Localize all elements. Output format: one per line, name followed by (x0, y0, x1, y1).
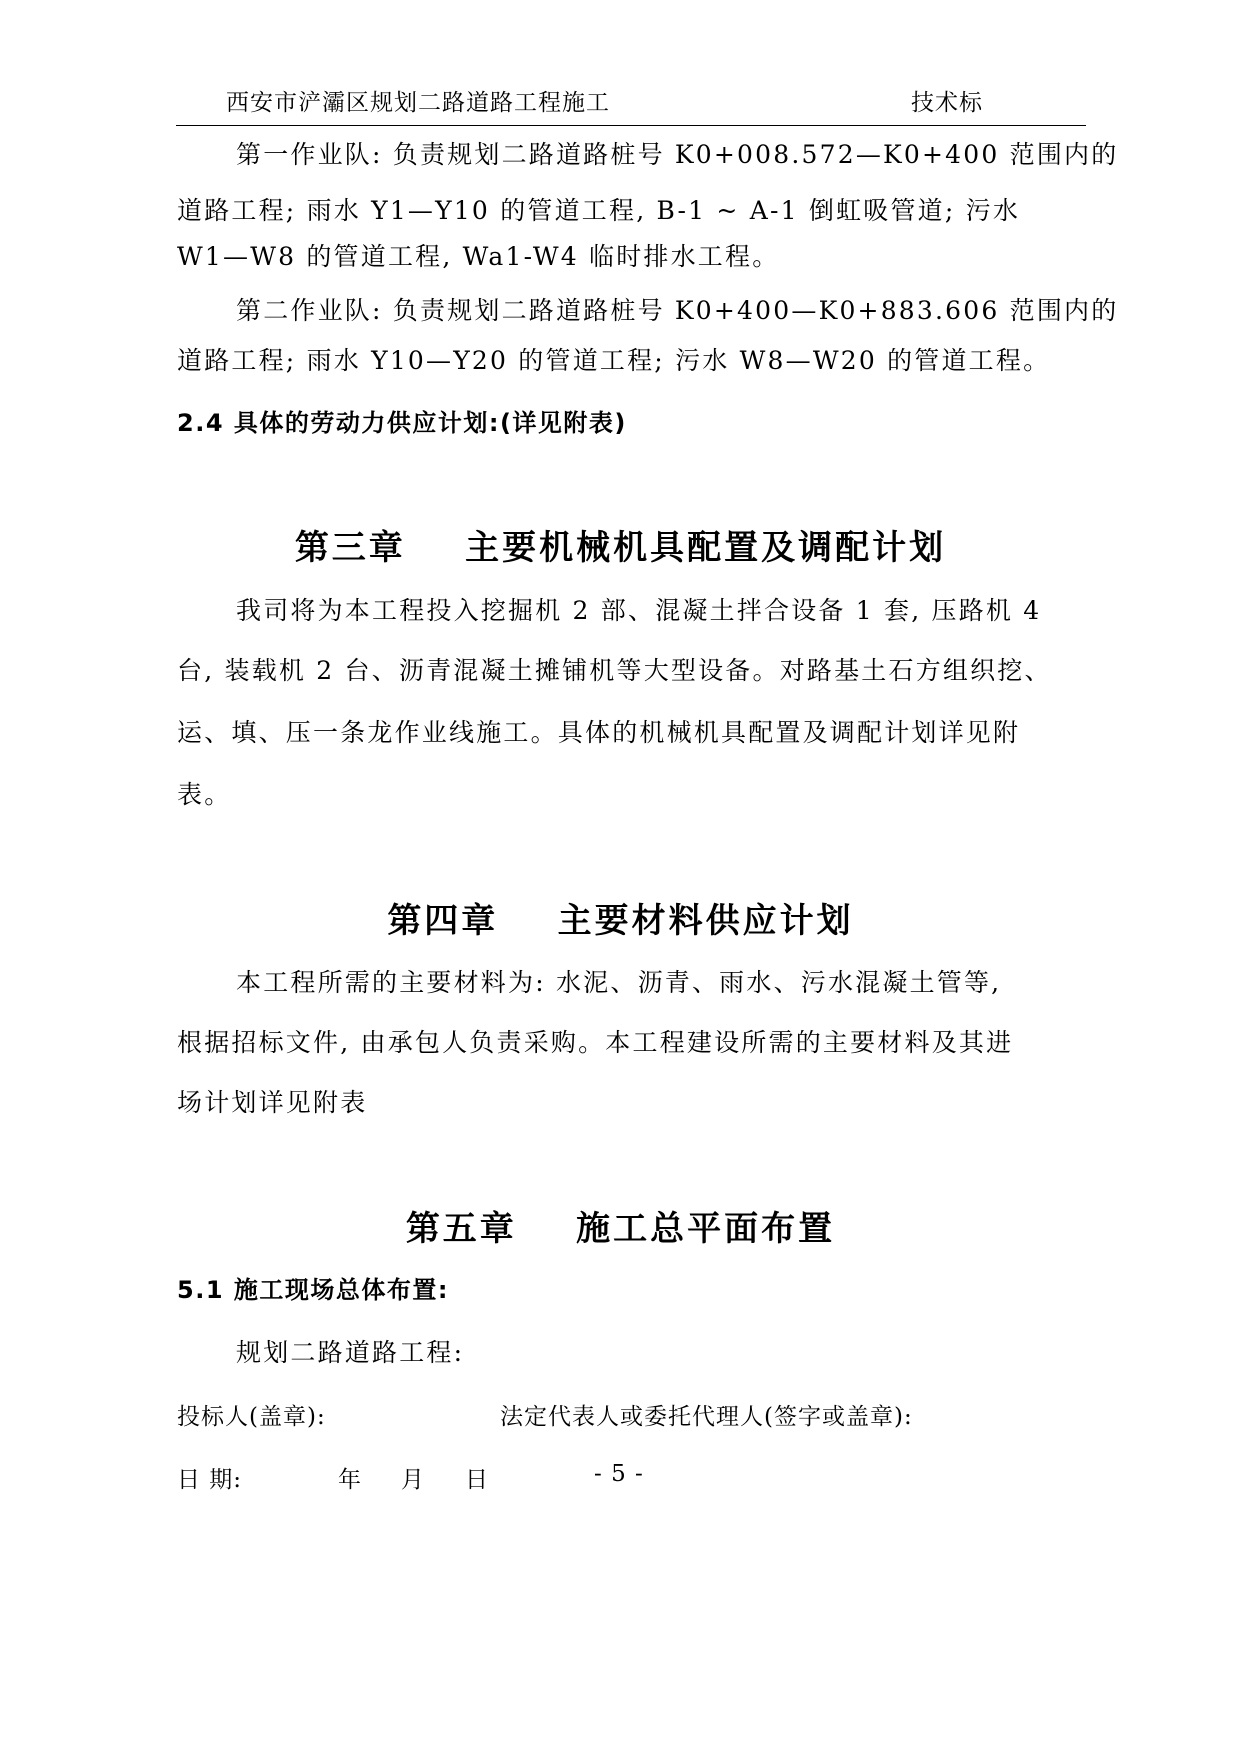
section-heading: 5.1 施工现场总体布置: (177, 1276, 449, 1304)
bidder-label: 投标人(盖章): (177, 1404, 326, 1430)
paragraph-line: 道路工程; 雨水 Y10—Y20 的管道工程; 污水 W8—W20 的管道工程。 (177, 346, 1051, 375)
paragraph-line: 表。 (177, 780, 232, 809)
page-header (176, 84, 1056, 124)
header-label: 技术标 (911, 90, 983, 116)
day-label: 日 (465, 1467, 489, 1493)
paragraph-line: 场计划详见附表 (177, 1088, 368, 1117)
paragraph-line: 第二作业队: 负责规划二路道路桩号 K0+400—K0+883.606 范围内的 (236, 296, 1119, 325)
paragraph-line: 台, 装载机 2 台、沥青混凝土摊铺机等大型设备。对路基土石方组织挖、 (177, 656, 1052, 685)
month-label: 月 (401, 1467, 425, 1493)
paragraph-line: 运、填、压一条龙作业线施工。具体的机械机具配置及调配计划详见附 (177, 718, 1021, 747)
header-title: 西安市浐灞区规划二路道路工程施工 (226, 90, 610, 116)
paragraph-line: 根据招标文件, 由承包人负责采购。本工程建设所需的主要材料及其进 (177, 1028, 1014, 1057)
paragraph-line: 本工程所需的主要材料为: 水泥、沥青、雨水、污水混凝土管等, (236, 968, 1002, 997)
date-label: 日 期: (177, 1467, 243, 1493)
page-number: - 5 - (594, 1461, 644, 1487)
paragraph-line: 规划二路道路工程: (236, 1338, 465, 1367)
header-rule (176, 125, 1086, 126)
section-heading: 2.4 具体的劳动力供应计划:(详见附表) (177, 409, 627, 437)
paragraph-line: 我司将为本工程投入挖掘机 2 部、混凝土拌合设备 1 套, 压路机 4 (236, 596, 1042, 625)
chapter-heading: 第五章 施工总平面布置 (405, 1209, 836, 1249)
paragraph-line: W1—W8 的管道工程, Wa1-W4 临时排水工程。 (177, 242, 780, 271)
chapter-heading: 第四章 主要材料供应计划 (387, 901, 854, 941)
paragraph-line: 第一作业队: 负责规划二路道路桩号 K0+008.572—K0+400 范围内的 (236, 140, 1119, 169)
chapter-heading: 第三章 主要机械机具配置及调配计划 (294, 528, 947, 568)
year-label: 年 (338, 1467, 362, 1493)
paragraph-line: 道路工程; 雨水 Y1—Y10 的管道工程, B-1 ~ A-1 倒虹吸管道; 污水 (177, 196, 1021, 225)
representative-label: 法定代表人或委托代理人(签字或盖章): (500, 1404, 913, 1430)
